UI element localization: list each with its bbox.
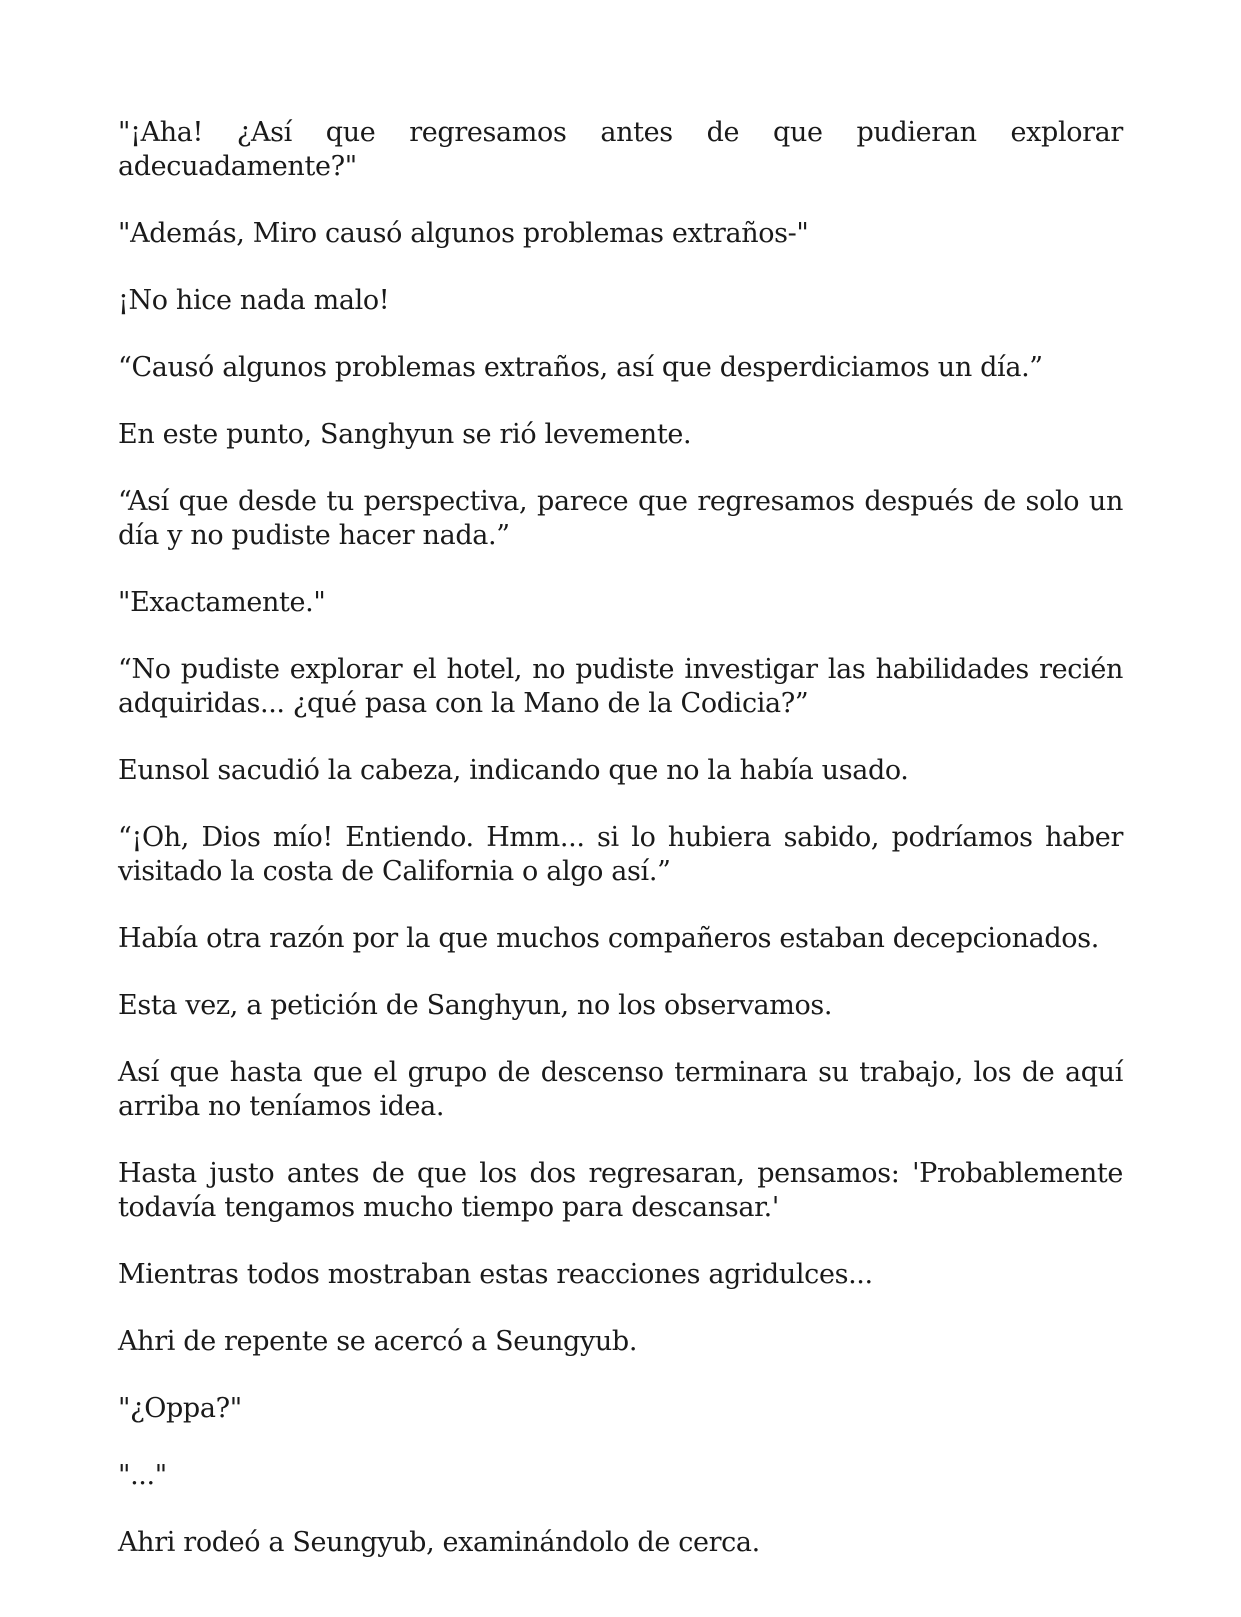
paragraph-12: Esta vez, a petición de Sanghyun, no los observamos. [118,990,833,1021]
paragraph-11: Había otra razón por la que muchos compañeros estaban decepcionados. [118,923,1099,954]
paragraph-10: “¡Oh, Dios mío! Entiendo. Hmm... si lo hubiera sabido, podríamos haber visitado la costa de California o algo así.” [118,822,1123,887]
document-body [118,116,1123,1560]
paragraph-17: "¿Oppa?" [118,1393,242,1424]
paragraph-13: Así que hasta que el grupo de descenso terminara su trabajo, los de aquí arriba no teníamos idea. [118,1057,1123,1122]
paragraph-2: "Además, Miro causó algunos problemas extraños-" [118,218,809,249]
paragraph-16: Ahri de repente se acercó a Seungyub. [118,1326,638,1357]
paragraph-6: “Así que desde tu perspectiva, parece que regresamos después de solo un día y no pudiste hacer nada.” [118,486,1123,551]
paragraph-19: Ahri rodeó a Seungyub, examinándolo de cerca. [118,1527,760,1558]
paragraph-18: "..." [118,1460,167,1491]
paragraph-1: "¡Aha! ¿Así que regresamos antes de que pudieran explorar adecuadamente?" [118,117,1123,182]
paragraph-9: Eunsol sacudió la cabeza, indicando que no la había usado. [118,755,909,786]
paragraph-5: En este punto, Sanghyun se rió levemente. [118,419,692,450]
paragraph-4: “Causó algunos problemas extraños, así que desperdiciamos un día.” [118,352,1043,383]
paragraph-8: “No pudiste explorar el hotel, no pudiste investigar las habilidades recién adquiridas... ¿qué pasa con la Mano de la Codicia?” [118,654,1123,719]
paragraph-15: Mientras todos mostraban estas reacciones agridulces... [118,1259,873,1290]
paragraph-7: "Exactamente." [118,587,326,618]
paragraph-3: ¡No hice nada malo! [118,285,390,316]
paragraph-14: Hasta justo antes de que los dos regresaran, pensamos: 'Probablemente todavía tengamos mucho tiempo para descansar.' [118,1158,1123,1223]
